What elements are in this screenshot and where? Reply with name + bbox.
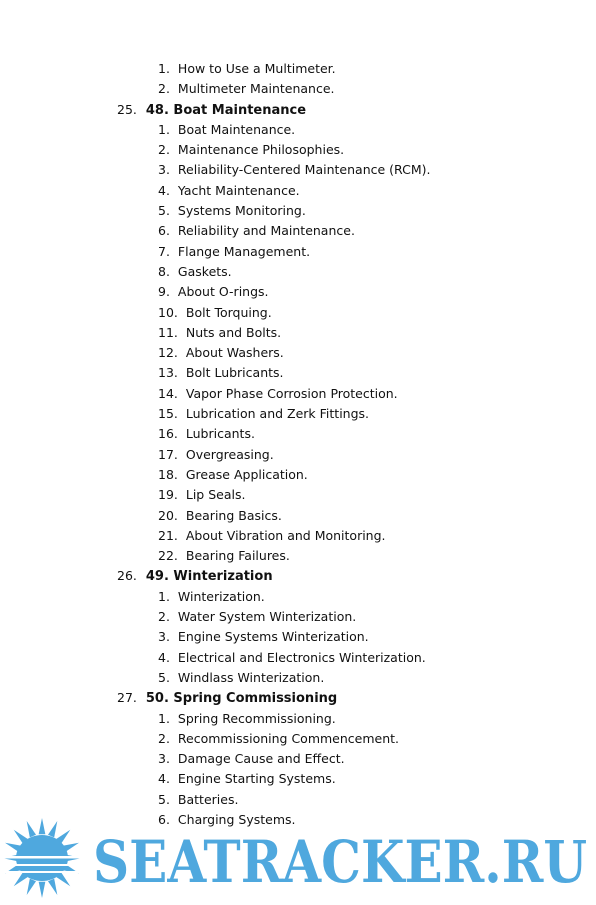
toc-section-heading: [0, 688, 596, 708]
toc-entry: [0, 506, 596, 526]
toc-title: Reliability-Centered Maintenance (RCM).: [177, 162, 431, 178]
toc-title: Boat Maintenance.: [177, 121, 296, 137]
toc-entry: [0, 242, 596, 262]
toc-title: Electrical and Electronics Winterization.: [177, 649, 426, 665]
toc-number: 18.: [158, 466, 178, 482]
toc-number: 2.: [158, 609, 170, 625]
toc-entry: [0, 120, 596, 140]
toc-number: 16.: [158, 426, 178, 442]
toc-number: 19.: [158, 487, 178, 503]
toc-section-heading: [0, 566, 596, 586]
toc-title: Multimeter Maintenance.: [177, 81, 335, 97]
toc-entry: [0, 749, 596, 769]
toc-number: 22.: [158, 548, 178, 564]
toc-title: Charging Systems.: [177, 811, 296, 827]
toc-title: 49. Winterization: [145, 569, 273, 585]
toc-entry: [0, 404, 596, 424]
toc-title: Lubricants.: [185, 426, 255, 442]
toc-title: Grease Application.: [185, 466, 308, 482]
toc-number: 2.: [158, 730, 170, 746]
toc-number: 3.: [158, 629, 170, 645]
toc-entry: [0, 587, 596, 607]
toc-number: 3.: [158, 162, 170, 178]
toc-entry: [0, 343, 596, 363]
toc-number: 26.: [117, 568, 137, 584]
toc-title: Lip Seals.: [185, 487, 246, 503]
toc-title: Winterization.: [177, 588, 265, 604]
toc-title: About Vibration and Monitoring.: [185, 527, 386, 543]
toc-entry: [0, 140, 596, 160]
toc-title: 48. Boat Maintenance: [145, 102, 307, 118]
toc-title: About O-rings.: [177, 284, 269, 300]
toc-entry: [0, 181, 596, 201]
seatracker-watermark: [0, 812, 596, 901]
toc-title: Spring Recommissioning.: [177, 710, 336, 726]
toc-number: 3.: [158, 751, 170, 767]
toc-entry: [0, 546, 596, 566]
toc-entry: [0, 445, 596, 465]
toc-number: 11.: [158, 324, 178, 340]
toc-number: 9.: [158, 284, 170, 300]
toc-entry: [0, 790, 596, 810]
toc-entry: [0, 607, 596, 627]
toc-entry: [0, 627, 596, 647]
toc-title: Bolt Lubricants.: [185, 365, 284, 381]
toc-title: 50. Spring Commissioning: [145, 691, 338, 707]
toc-entry: [0, 729, 596, 749]
toc-entry: [0, 526, 596, 546]
toc-number: 6.: [158, 811, 170, 827]
toc-number: 10.: [158, 304, 178, 320]
toc-title: Reliability and Maintenance.: [177, 223, 355, 239]
toc-title: Yacht Maintenance.: [177, 182, 300, 198]
toc-number: 21.: [158, 527, 178, 543]
toc-section-heading: [0, 100, 596, 120]
toc-number: 20.: [158, 507, 178, 523]
toc-entry: [0, 465, 596, 485]
toc-number: 13.: [158, 365, 178, 381]
toc-number: 12.: [158, 345, 178, 361]
toc-number: 6.: [158, 223, 170, 239]
toc-number: 4.: [158, 771, 170, 787]
toc-entry: [0, 485, 596, 505]
toc-number: 5.: [158, 791, 170, 807]
toc-entry: [0, 648, 596, 668]
toc-entry: [0, 384, 596, 404]
toc-number: 14.: [158, 385, 178, 401]
toc-number: 1.: [158, 61, 170, 76]
toc-number: 15.: [158, 406, 178, 422]
toc-title: Maintenance Philosophies.: [177, 142, 345, 158]
toc-entry: [0, 323, 596, 343]
toc-title: Systems Monitoring.: [177, 203, 306, 219]
table-of-contents: [0, 59, 596, 830]
toc-title: Damage Cause and Effect.: [177, 751, 345, 767]
toc-title: Vapor Phase Corrosion Protection.: [185, 385, 398, 401]
toc-entry: [0, 282, 596, 302]
toc-title: About Washers.: [185, 345, 284, 361]
toc-title: Engine Systems Winterization.: [177, 629, 369, 645]
toc-entry: [0, 668, 596, 688]
toc-number: 5.: [158, 669, 170, 685]
toc-title: Recommissioning Commencement.: [177, 730, 400, 746]
toc-title: Batteries.: [177, 791, 239, 807]
toc-number: 7.: [158, 243, 170, 259]
toc-title: Bearing Failures.: [185, 548, 290, 564]
sun-icon: [0, 812, 596, 901]
toc-entry: [0, 79, 596, 99]
toc-title: Gaskets.: [177, 263, 232, 279]
toc-number: 8.: [158, 263, 170, 279]
toc-number: 5.: [158, 203, 170, 219]
toc-entry: [0, 363, 596, 383]
toc-title: Bearing Basics.: [185, 507, 282, 523]
toc-title: Bolt Torquing.: [185, 304, 272, 320]
toc-entry: [0, 303, 596, 323]
toc-number: 4.: [158, 182, 170, 198]
watermark-text: SEATRACKER.RU: [93, 828, 587, 896]
toc-title: Engine Starting Systems.: [177, 771, 336, 787]
toc-entry: [0, 160, 596, 180]
toc-title: Windlass Winterization.: [177, 669, 325, 685]
toc-number: 25.: [117, 101, 137, 117]
toc-entry: [0, 424, 596, 444]
toc-entry: [0, 59, 596, 79]
toc-number: 4.: [158, 649, 170, 665]
toc-title: Flange Management.: [177, 243, 311, 259]
toc-entry: [0, 262, 596, 282]
toc-title: How to Use a Multimeter.: [177, 61, 336, 76]
toc-title: Water System Winterization.: [177, 609, 357, 625]
toc-number: 17.: [158, 446, 178, 462]
toc-title: Overgreasing.: [185, 446, 274, 462]
toc-number: 1.: [158, 588, 170, 604]
toc-number: 2.: [158, 142, 170, 158]
toc-entry: [0, 221, 596, 241]
toc-entry: [0, 769, 596, 789]
toc-number: 1.: [158, 710, 170, 726]
toc-title: Lubrication and Zerk Fittings.: [185, 406, 370, 422]
toc-entry: [0, 709, 596, 729]
toc-entry: [0, 201, 596, 221]
toc-number: 27.: [117, 690, 137, 706]
toc-number: 1.: [158, 121, 170, 137]
toc-title: Nuts and Bolts.: [185, 324, 282, 340]
toc-number: 2.: [158, 81, 170, 97]
